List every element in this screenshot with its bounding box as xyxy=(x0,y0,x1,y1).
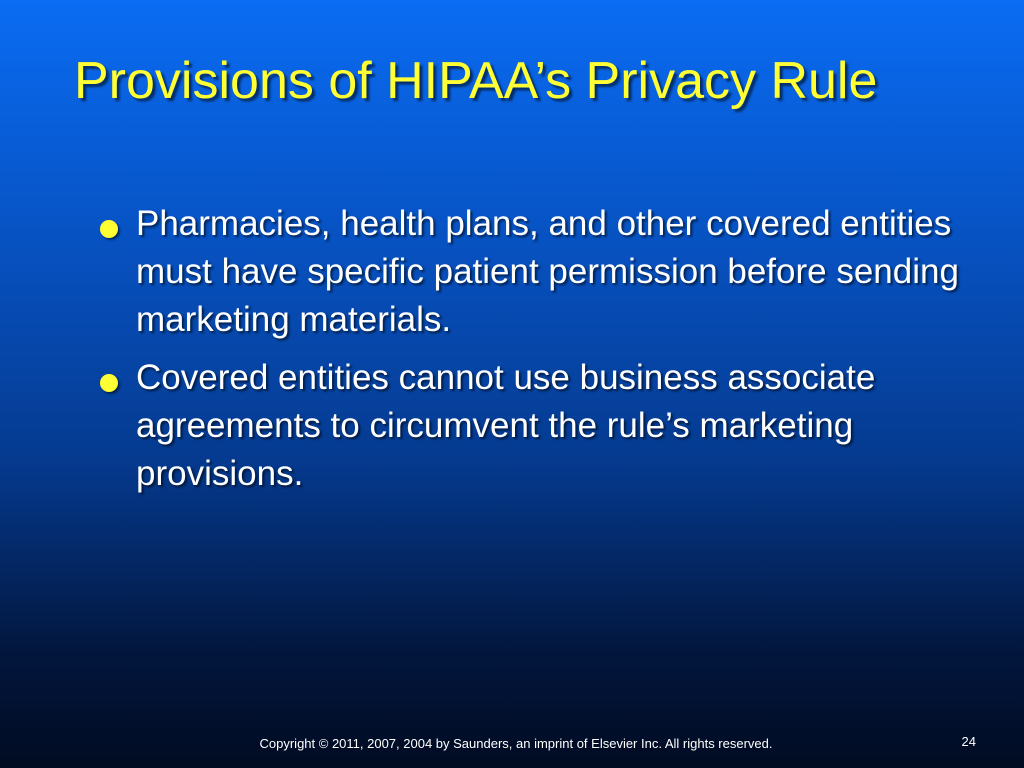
bullet-list xyxy=(94,200,994,508)
bullet-item xyxy=(94,200,994,344)
copyright-footer: Copyright © 2011, 2007, 2004 by Saunders, an imprint of Elsevier Inc. All rights reserved. xyxy=(259,736,773,751)
bullet-dot-icon xyxy=(100,374,118,392)
slide-title: Provisions of HIPAA’s Privacy Rule xyxy=(74,52,878,110)
bullet-text: Pharmacies, health plans, and other covered entities must have specific patient permission before sending marketing materials. xyxy=(136,204,959,339)
bullet-text: Covered entities cannot use business associate agreements to circumvent the rule’s marketing provisions. xyxy=(136,358,876,493)
bullet-dot-icon xyxy=(100,220,118,238)
bullet-item xyxy=(94,354,994,498)
page-number: 24 xyxy=(961,734,976,749)
